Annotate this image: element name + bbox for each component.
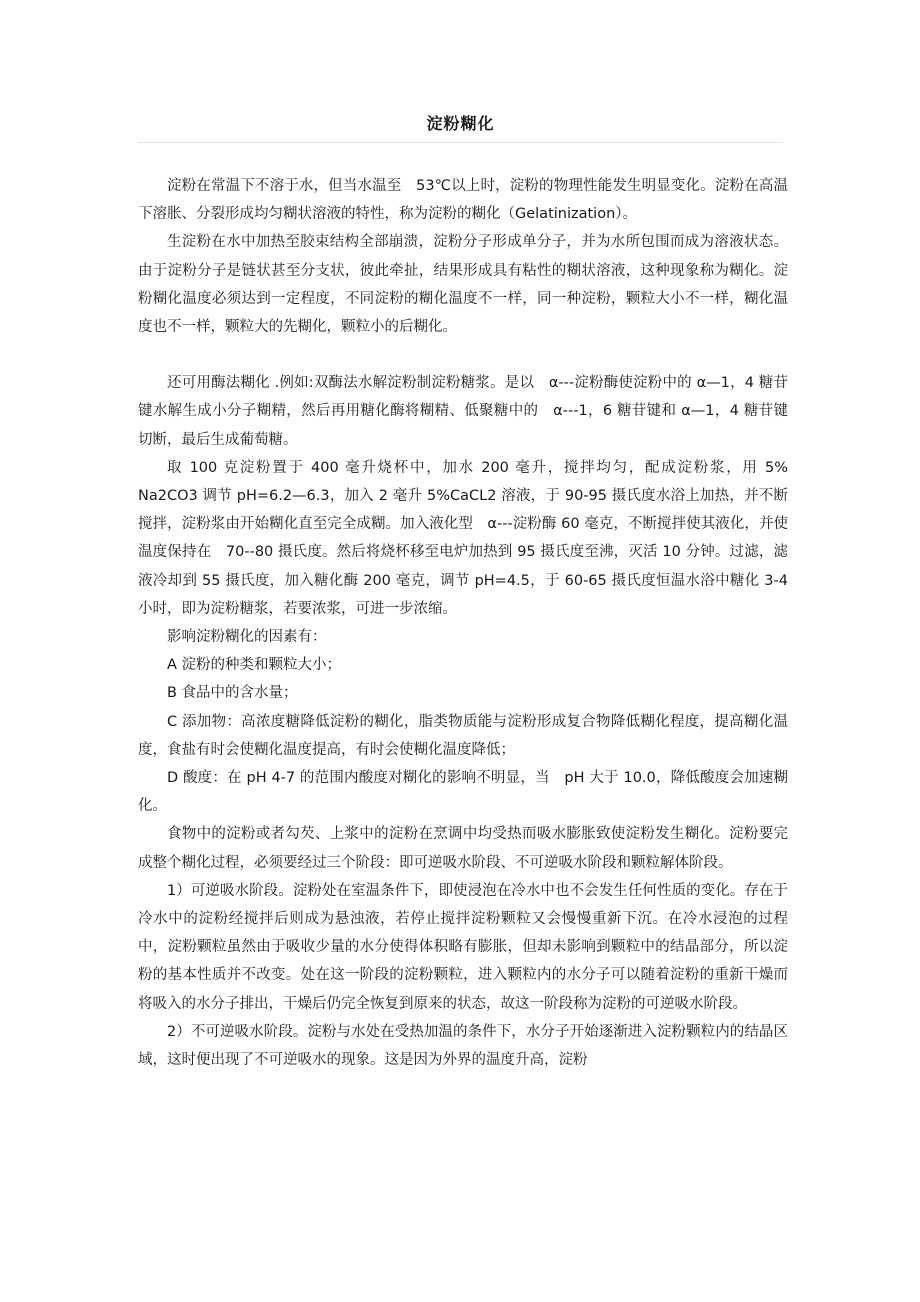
paragraph-mechanism: 生淀粉在水中加热至胶束结构全部崩溃，淀粉分子形成单分子，并为水所包围而成为溶液状态。由于淀粉分子是链状甚至分支状，彼此牵扯，结果形成具有粘性的糊状溶液，这种现象称为糊化。淀粉糊化温度必须达到一定程度，不同淀粉的糊化温度不一样，同一种淀粉，颗粒大小不一样，糊化温度也不一样，颗粒大的先糊化，颗粒小的后糊化。 xyxy=(138,234,788,336)
factor-item-a: A 淀粉的种类和颗粒大小； xyxy=(167,657,342,674)
paragraph-stages-intro: 食物中的淀粉或者勾芡、上浆中的淀粉在烹调中均受热而吸水膨胀致使淀粉发生糊化。淀粉要完成整个糊化过程，必须要经过三个阶段：即可逆吸水阶段、不可逆吸水阶段和颗粒解体阶段。 xyxy=(138,826,788,871)
document-title: 淀粉糊化 xyxy=(426,114,495,133)
paragraph-definition: 淀粉在常温下不溶于水，但当水温至 53℃以上时，淀粉的物理性能发生明显变化。淀粉在高温下溶胀、分裂形成均匀糊状溶液的特性，称为淀粉的糊化（Gelatinization）。 xyxy=(138,178,788,223)
paragraph-stage-2: 2）不可逆吸水阶段。淀粉与水处在受热加温的条件下，水分子开始逐渐进入淀粉颗粒内的结晶区域，这时便出现了不可逆吸水的现象。这是因为外界的温度升高，淀粉 xyxy=(138,1023,788,1069)
paragraph-gap xyxy=(138,341,788,369)
paragraph-procedure: 取 100 克淀粉置于 400 毫升烧杯中，加水 200 毫升，搅拌均匀，配成淀粉浆，用 5% Na2CO3 调节 pH=6.2—6.3，加入 2 毫升 5%CaCL2 溶液，于 90-95 摄氏度水浴上加热，并不断搅拌，淀粉浆由开始糊化直至完全成糊。加入液化型 α---淀粉酶 60 毫克，不断搅拌使其液化，并使温度保持在 70--80 摄氏度。然后将烧杯移至电炉加热到 95 摄氏度至沸，灭活 10 分钟。过滤，滤液冷却到 55 摄氏度，加入糖化酶 200 毫克，调节 pH=4.5，于 60-65 摄氏度恒温水浴中糖化 3-4 小时，即为淀粉糖浆，若要浓浆，可进一步浓缩。 xyxy=(138,459,788,617)
title-divider xyxy=(138,142,783,143)
paragraph-stage-1: 1）可逆吸水阶段。淀粉处在室温条件下，即使浸泡在冷水中也不会发生任何性质的变化。存在于冷水中的淀粉经搅拌后则成为悬浊液，若停止搅拌淀粉颗粒又会慢慢重新下沉。在冷水浸泡的过程中，淀粉颗粒虽然由于吸收少量的水分使得体积略有膨胀，但却未影响到颗粒中的结晶部分，所以淀粉的基本性质并不改变。处在这一阶段的淀粉颗粒，进入颗粒内的水分子可以随着淀粉的重新干燥而将吸入的水分子排出，干燥后仍完全恢复到原来的状态，故这一阶段称为淀粉的可逆吸水阶段。 xyxy=(138,882,788,1012)
factor-item-b: B 食品中的含水量； xyxy=(167,685,298,702)
paragraph-enzyme-method: 还可用酶法糊化 .例如:双酶法水解淀粉制淀粉糖浆。是以 α---淀粉酶使淀粉中的 α—1，4 糖苷键水解生成小分子糊精，然后再用糖化酶将糊精、低聚糖中的 α---1，6 糖苷键和 α—1，4 糖苷键切断，最后生成葡萄糖。 xyxy=(138,375,788,448)
document-body xyxy=(138,172,788,1074)
paragraph-factors-heading: 影响淀粉糊化的因素有： xyxy=(167,629,327,646)
factor-item-c: C 添加物：高浓度糖降低淀粉的糊化，脂类物质能与淀粉形成复合物降低糊化程度，提高糊化温度，食盐有时会使糊化温度提高，有时会使糊化温度降低； xyxy=(138,713,788,758)
factor-item-d: D 酸度：在 pH 4-7 的范围内酸度对糊化的影响不明显，当 pH 大于 10.0，降低酸度会加速糊化。 xyxy=(138,770,788,815)
